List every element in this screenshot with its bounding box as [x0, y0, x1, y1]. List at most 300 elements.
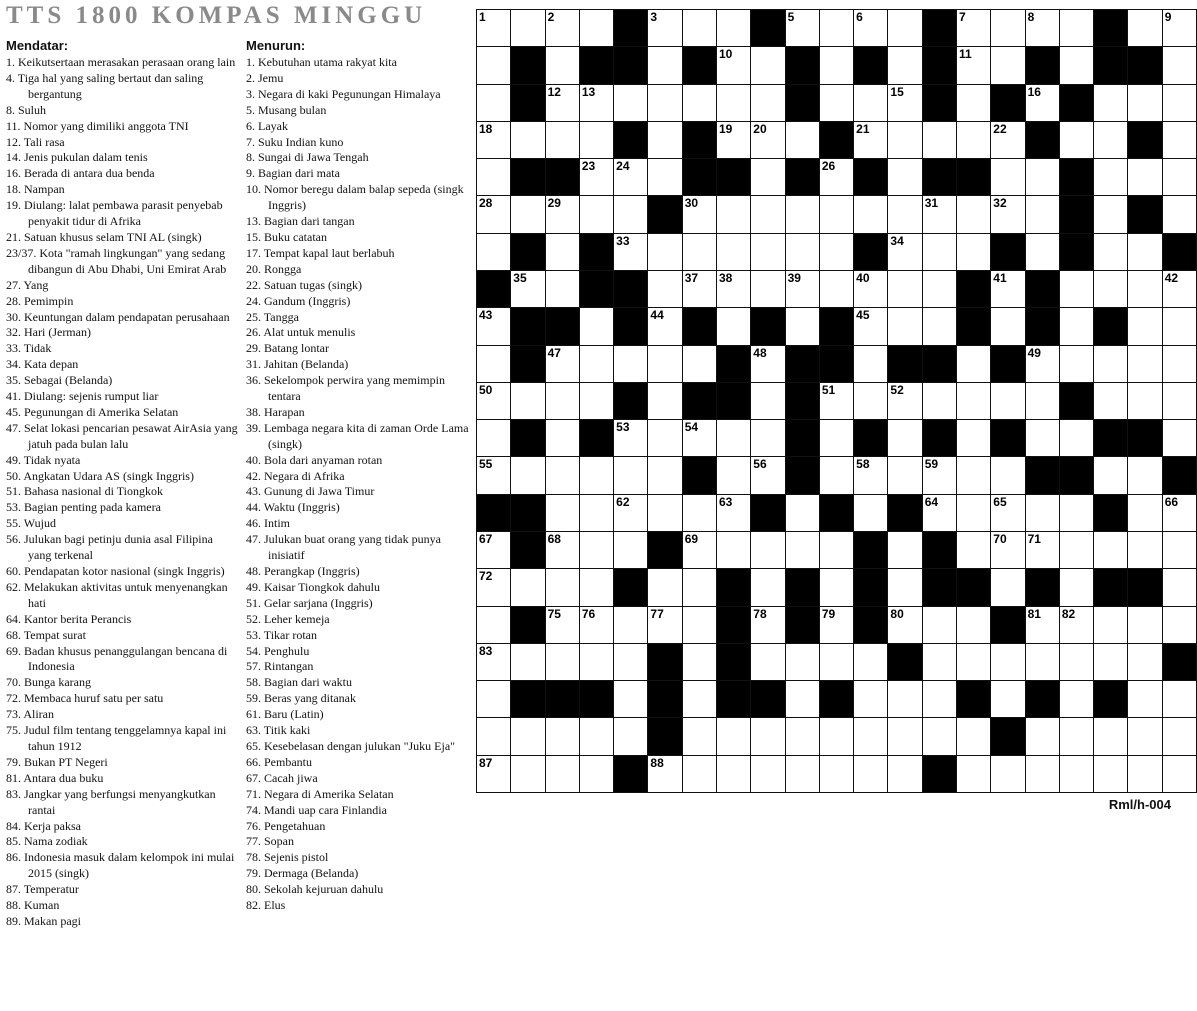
grid-cell[interactable]	[682, 531, 717, 569]
grid-cell[interactable]	[1127, 270, 1162, 308]
grid-cell[interactable]	[1162, 46, 1197, 84]
grid-cell[interactable]	[819, 531, 854, 569]
grid-cell[interactable]	[1025, 9, 1060, 47]
grid-cell[interactable]	[956, 9, 991, 47]
grid-cell[interactable]	[990, 9, 1025, 47]
grid-cell[interactable]	[476, 158, 511, 196]
grid-cell[interactable]	[579, 307, 614, 345]
grid-cell[interactable]	[819, 568, 854, 606]
grid-cell[interactable]	[990, 456, 1025, 494]
grid-cell[interactable]	[647, 606, 682, 644]
grid-cell[interactable]	[853, 345, 888, 383]
grid-cell[interactable]	[819, 456, 854, 494]
grid-cell[interactable]	[647, 345, 682, 383]
grid-cell[interactable]	[1162, 195, 1197, 233]
grid-cell[interactable]	[579, 195, 614, 233]
grid-cell[interactable]	[579, 494, 614, 532]
grid-cell[interactable]	[887, 9, 922, 47]
grid-cell[interactable]	[990, 568, 1025, 606]
grid-cell[interactable]	[476, 382, 511, 420]
grid-cell[interactable]	[613, 158, 648, 196]
grid-cell[interactable]	[1162, 84, 1197, 122]
grid-cell[interactable]	[647, 121, 682, 159]
grid-cell[interactable]	[1162, 9, 1197, 47]
grid-cell[interactable]	[1059, 717, 1094, 755]
grid-cell[interactable]	[476, 345, 511, 383]
grid-cell[interactable]	[545, 531, 580, 569]
grid-cell[interactable]	[716, 419, 751, 457]
grid-cell[interactable]	[956, 531, 991, 569]
grid-cell[interactable]	[750, 717, 785, 755]
grid-cell[interactable]	[579, 717, 614, 755]
grid-cell[interactable]	[1059, 345, 1094, 383]
grid-cell[interactable]	[545, 84, 580, 122]
grid-cell[interactable]	[819, 755, 854, 793]
grid-cell[interactable]	[1162, 606, 1197, 644]
grid-cell[interactable]	[1093, 84, 1128, 122]
grid-cell[interactable]	[1127, 307, 1162, 345]
grid-cell[interactable]	[716, 755, 751, 793]
grid-cell[interactable]	[887, 755, 922, 793]
grid-cell[interactable]	[682, 233, 717, 271]
grid-cell[interactable]	[819, 643, 854, 681]
grid-cell[interactable]	[922, 606, 957, 644]
grid-cell[interactable]	[785, 233, 820, 271]
grid-cell[interactable]	[1127, 680, 1162, 718]
grid-cell[interactable]	[922, 456, 957, 494]
grid-cell[interactable]	[1162, 680, 1197, 718]
grid-cell[interactable]	[1162, 531, 1197, 569]
grid-cell[interactable]	[647, 84, 682, 122]
grid-cell[interactable]	[1059, 121, 1094, 159]
grid-cell[interactable]	[990, 46, 1025, 84]
grid-cell[interactable]	[750, 158, 785, 196]
grid-cell[interactable]	[785, 755, 820, 793]
grid-cell[interactable]	[956, 643, 991, 681]
grid-cell[interactable]	[990, 270, 1025, 308]
grid-cell[interactable]	[476, 307, 511, 345]
grid-cell[interactable]	[887, 606, 922, 644]
grid-cell[interactable]	[545, 382, 580, 420]
grid-cell[interactable]	[1093, 755, 1128, 793]
grid-cell[interactable]	[750, 568, 785, 606]
grid-cell[interactable]	[1025, 233, 1060, 271]
grid-cell[interactable]	[1059, 568, 1094, 606]
grid-cell[interactable]	[887, 84, 922, 122]
grid-cell[interactable]	[956, 345, 991, 383]
grid-cell[interactable]	[1162, 382, 1197, 420]
grid-cell[interactable]	[510, 195, 545, 233]
grid-cell[interactable]	[716, 195, 751, 233]
grid-cell[interactable]	[1059, 307, 1094, 345]
grid-cell[interactable]	[545, 419, 580, 457]
grid-cell[interactable]	[887, 121, 922, 159]
grid-cell[interactable]	[1025, 158, 1060, 196]
grid-cell[interactable]	[647, 9, 682, 47]
grid-cell[interactable]	[682, 755, 717, 793]
grid-cell[interactable]	[750, 419, 785, 457]
grid-cell[interactable]	[750, 531, 785, 569]
grid-cell[interactable]	[853, 382, 888, 420]
grid-cell[interactable]	[510, 270, 545, 308]
grid-cell[interactable]	[750, 46, 785, 84]
grid-cell[interactable]	[545, 233, 580, 271]
grid-cell[interactable]	[682, 84, 717, 122]
grid-cell[interactable]	[785, 717, 820, 755]
grid-cell[interactable]	[922, 307, 957, 345]
grid-cell[interactable]	[785, 531, 820, 569]
grid-cell[interactable]	[682, 195, 717, 233]
grid-cell[interactable]	[647, 419, 682, 457]
grid-cell[interactable]	[716, 456, 751, 494]
grid-cell[interactable]	[1093, 345, 1128, 383]
grid-cell[interactable]	[1025, 345, 1060, 383]
grid-cell[interactable]	[545, 9, 580, 47]
grid-cell[interactable]	[1093, 456, 1128, 494]
grid-cell[interactable]	[990, 307, 1025, 345]
grid-cell[interactable]	[682, 568, 717, 606]
grid-cell[interactable]	[750, 643, 785, 681]
grid-cell[interactable]	[1093, 121, 1128, 159]
grid-cell[interactable]	[476, 680, 511, 718]
grid-cell[interactable]	[682, 680, 717, 718]
grid-cell[interactable]	[922, 680, 957, 718]
grid-cell[interactable]	[1025, 382, 1060, 420]
grid-cell[interactable]	[579, 531, 614, 569]
grid-cell[interactable]	[1093, 382, 1128, 420]
grid-cell[interactable]	[956, 382, 991, 420]
grid-cell[interactable]	[1059, 46, 1094, 84]
grid-cell[interactable]	[1127, 84, 1162, 122]
grid-cell[interactable]	[819, 382, 854, 420]
grid-cell[interactable]	[750, 345, 785, 383]
grid-cell[interactable]	[613, 717, 648, 755]
grid-cell[interactable]	[1059, 680, 1094, 718]
grid-cell[interactable]	[887, 568, 922, 606]
grid-cell[interactable]	[716, 270, 751, 308]
grid-cell[interactable]	[579, 345, 614, 383]
grid-cell[interactable]	[1127, 717, 1162, 755]
grid-cell[interactable]	[1093, 606, 1128, 644]
grid-cell[interactable]	[613, 195, 648, 233]
grid-cell[interactable]	[545, 717, 580, 755]
grid-cell[interactable]	[956, 121, 991, 159]
grid-cell[interactable]	[887, 680, 922, 718]
grid-cell[interactable]	[819, 9, 854, 47]
grid-cell[interactable]	[1127, 494, 1162, 532]
grid-cell[interactable]	[887, 307, 922, 345]
grid-cell[interactable]	[545, 46, 580, 84]
grid-cell[interactable]	[545, 345, 580, 383]
grid-cell[interactable]	[853, 680, 888, 718]
grid-cell[interactable]	[750, 270, 785, 308]
grid-cell[interactable]	[647, 270, 682, 308]
grid-cell[interactable]	[922, 494, 957, 532]
grid-cell[interactable]	[476, 456, 511, 494]
grid-cell[interactable]	[476, 606, 511, 644]
grid-cell[interactable]	[579, 158, 614, 196]
grid-cell[interactable]	[579, 606, 614, 644]
grid-cell[interactable]	[1025, 84, 1060, 122]
grid-cell[interactable]	[545, 195, 580, 233]
grid-cell[interactable]	[1025, 606, 1060, 644]
grid-cell[interactable]	[510, 382, 545, 420]
grid-cell[interactable]	[922, 195, 957, 233]
grid-cell[interactable]	[510, 717, 545, 755]
grid-cell[interactable]	[785, 270, 820, 308]
grid-cell[interactable]	[1162, 755, 1197, 793]
grid-cell[interactable]	[510, 643, 545, 681]
grid-cell[interactable]	[990, 121, 1025, 159]
grid-cell[interactable]	[1093, 643, 1128, 681]
grid-cell[interactable]	[853, 195, 888, 233]
grid-cell[interactable]	[956, 606, 991, 644]
grid-cell[interactable]	[956, 419, 991, 457]
grid-cell[interactable]	[1162, 494, 1197, 532]
grid-cell[interactable]	[1162, 270, 1197, 308]
grid-cell[interactable]	[613, 494, 648, 532]
grid-cell[interactable]	[682, 494, 717, 532]
grid-cell[interactable]	[819, 158, 854, 196]
grid-cell[interactable]	[682, 717, 717, 755]
grid-cell[interactable]	[1059, 494, 1094, 532]
grid-cell[interactable]	[1059, 531, 1094, 569]
grid-cell[interactable]	[785, 195, 820, 233]
grid-cell[interactable]	[682, 643, 717, 681]
grid-cell[interactable]	[545, 643, 580, 681]
grid-cell[interactable]	[956, 233, 991, 271]
grid-cell[interactable]	[990, 755, 1025, 793]
grid-cell[interactable]	[613, 531, 648, 569]
grid-cell[interactable]	[682, 419, 717, 457]
grid-cell[interactable]	[887, 233, 922, 271]
grid-cell[interactable]	[819, 270, 854, 308]
grid-cell[interactable]	[716, 717, 751, 755]
grid-cell[interactable]	[750, 195, 785, 233]
grid-cell[interactable]	[545, 456, 580, 494]
grid-cell[interactable]	[579, 568, 614, 606]
grid-cell[interactable]	[887, 195, 922, 233]
grid-cell[interactable]	[853, 456, 888, 494]
grid-cell[interactable]	[990, 494, 1025, 532]
grid-cell[interactable]	[647, 494, 682, 532]
grid-cell[interactable]	[682, 9, 717, 47]
grid-cell[interactable]	[716, 46, 751, 84]
grid-cell[interactable]	[716, 84, 751, 122]
grid-cell[interactable]	[819, 46, 854, 84]
grid-cell[interactable]	[853, 643, 888, 681]
grid-cell[interactable]	[1025, 755, 1060, 793]
grid-cell[interactable]	[956, 46, 991, 84]
grid-cell[interactable]	[785, 121, 820, 159]
grid-cell[interactable]	[922, 233, 957, 271]
grid-cell[interactable]	[682, 345, 717, 383]
grid-cell[interactable]	[1093, 233, 1128, 271]
grid-cell[interactable]	[716, 233, 751, 271]
grid-cell[interactable]	[613, 606, 648, 644]
grid-cell[interactable]	[613, 233, 648, 271]
grid-cell[interactable]	[613, 456, 648, 494]
grid-cell[interactable]	[1059, 270, 1094, 308]
grid-cell[interactable]	[716, 531, 751, 569]
grid-cell[interactable]	[956, 494, 991, 532]
grid-cell[interactable]	[887, 456, 922, 494]
grid-cell[interactable]	[510, 121, 545, 159]
grid-cell[interactable]	[510, 568, 545, 606]
grid-cell[interactable]	[1162, 717, 1197, 755]
grid-cell[interactable]	[647, 456, 682, 494]
grid-cell[interactable]	[1127, 233, 1162, 271]
grid-cell[interactable]	[1059, 755, 1094, 793]
grid-cell[interactable]	[647, 307, 682, 345]
grid-cell[interactable]	[990, 531, 1025, 569]
grid-cell[interactable]	[785, 9, 820, 47]
grid-cell[interactable]	[750, 755, 785, 793]
grid-cell[interactable]	[1093, 717, 1128, 755]
grid-cell[interactable]	[1059, 419, 1094, 457]
grid-cell[interactable]	[750, 233, 785, 271]
grid-cell[interactable]	[579, 84, 614, 122]
grid-cell[interactable]	[853, 307, 888, 345]
grid-cell[interactable]	[990, 195, 1025, 233]
grid-cell[interactable]	[922, 121, 957, 159]
grid-cell[interactable]	[476, 755, 511, 793]
grid-cell[interactable]	[579, 9, 614, 47]
grid-cell[interactable]	[990, 680, 1025, 718]
grid-cell[interactable]	[716, 494, 751, 532]
grid-cell[interactable]	[1162, 419, 1197, 457]
grid-cell[interactable]	[785, 680, 820, 718]
grid-cell[interactable]	[1162, 307, 1197, 345]
grid-cell[interactable]	[922, 717, 957, 755]
grid-cell[interactable]	[1127, 158, 1162, 196]
grid-cell[interactable]	[716, 121, 751, 159]
grid-cell[interactable]	[510, 755, 545, 793]
grid-cell[interactable]	[1093, 531, 1128, 569]
grid-cell[interactable]	[853, 9, 888, 47]
grid-cell[interactable]	[956, 456, 991, 494]
grid-cell[interactable]	[750, 84, 785, 122]
grid-cell[interactable]	[476, 568, 511, 606]
grid-cell[interactable]	[853, 755, 888, 793]
grid-cell[interactable]	[476, 717, 511, 755]
grid-cell[interactable]	[1127, 345, 1162, 383]
grid-cell[interactable]	[750, 121, 785, 159]
grid-cell[interactable]	[579, 121, 614, 159]
grid-cell[interactable]	[510, 9, 545, 47]
grid-cell[interactable]	[1025, 195, 1060, 233]
grid-cell[interactable]	[819, 419, 854, 457]
grid-cell[interactable]	[682, 270, 717, 308]
grid-cell[interactable]	[1127, 382, 1162, 420]
grid-cell[interactable]	[613, 643, 648, 681]
grid-cell[interactable]	[1127, 531, 1162, 569]
grid-cell[interactable]	[647, 755, 682, 793]
grid-cell[interactable]	[1025, 643, 1060, 681]
grid-cell[interactable]	[990, 382, 1025, 420]
grid-cell[interactable]	[613, 84, 648, 122]
grid-cell[interactable]	[647, 46, 682, 84]
grid-cell[interactable]	[476, 195, 511, 233]
grid-cell[interactable]	[545, 121, 580, 159]
grid-cell[interactable]	[853, 494, 888, 532]
grid-cell[interactable]	[647, 382, 682, 420]
grid-cell[interactable]	[510, 456, 545, 494]
grid-cell[interactable]	[819, 717, 854, 755]
grid-cell[interactable]	[887, 270, 922, 308]
grid-cell[interactable]	[682, 606, 717, 644]
grid-cell[interactable]	[545, 270, 580, 308]
grid-cell[interactable]	[887, 46, 922, 84]
grid-cell[interactable]	[613, 680, 648, 718]
grid-cell[interactable]	[579, 456, 614, 494]
grid-cell[interactable]	[922, 643, 957, 681]
grid-cell[interactable]	[1162, 568, 1197, 606]
grid-cell[interactable]	[990, 158, 1025, 196]
grid-cell[interactable]	[887, 382, 922, 420]
grid-cell[interactable]	[545, 494, 580, 532]
grid-cell[interactable]	[647, 233, 682, 271]
grid-cell[interactable]	[853, 84, 888, 122]
grid-cell[interactable]	[716, 9, 751, 47]
grid-cell[interactable]	[990, 643, 1025, 681]
grid-cell[interactable]	[819, 606, 854, 644]
grid-cell[interactable]	[887, 531, 922, 569]
grid-cell[interactable]	[613, 345, 648, 383]
grid-cell[interactable]	[476, 84, 511, 122]
grid-cell[interactable]	[819, 84, 854, 122]
grid-cell[interactable]	[887, 419, 922, 457]
grid-cell[interactable]	[750, 382, 785, 420]
grid-cell[interactable]	[1093, 195, 1128, 233]
grid-cell[interactable]	[716, 307, 751, 345]
grid-cell[interactable]	[956, 717, 991, 755]
grid-cell[interactable]	[750, 606, 785, 644]
grid-cell[interactable]	[545, 568, 580, 606]
grid-cell[interactable]	[922, 270, 957, 308]
grid-cell[interactable]	[647, 158, 682, 196]
grid-cell[interactable]	[545, 606, 580, 644]
grid-cell[interactable]	[476, 233, 511, 271]
grid-cell[interactable]	[1127, 643, 1162, 681]
grid-cell[interactable]	[1162, 121, 1197, 159]
grid-cell[interactable]	[1025, 419, 1060, 457]
grid-cell[interactable]	[1162, 345, 1197, 383]
grid-cell[interactable]	[887, 717, 922, 755]
grid-cell[interactable]	[476, 9, 511, 47]
grid-cell[interactable]	[922, 382, 957, 420]
grid-cell[interactable]	[476, 121, 511, 159]
grid-cell[interactable]	[785, 307, 820, 345]
grid-cell[interactable]	[887, 158, 922, 196]
grid-cell[interactable]	[853, 270, 888, 308]
grid-cell[interactable]	[476, 531, 511, 569]
grid-cell[interactable]	[476, 643, 511, 681]
grid-cell[interactable]	[1127, 755, 1162, 793]
grid-cell[interactable]	[476, 419, 511, 457]
grid-cell[interactable]	[1025, 494, 1060, 532]
grid-cell[interactable]	[647, 568, 682, 606]
grid-cell[interactable]	[785, 494, 820, 532]
grid-cell[interactable]	[1127, 9, 1162, 47]
grid-cell[interactable]	[1093, 158, 1128, 196]
grid-cell[interactable]	[579, 755, 614, 793]
grid-cell[interactable]	[750, 456, 785, 494]
grid-cell[interactable]	[1093, 270, 1128, 308]
grid-cell[interactable]	[1025, 717, 1060, 755]
grid-cell[interactable]	[956, 84, 991, 122]
grid-cell[interactable]	[956, 755, 991, 793]
